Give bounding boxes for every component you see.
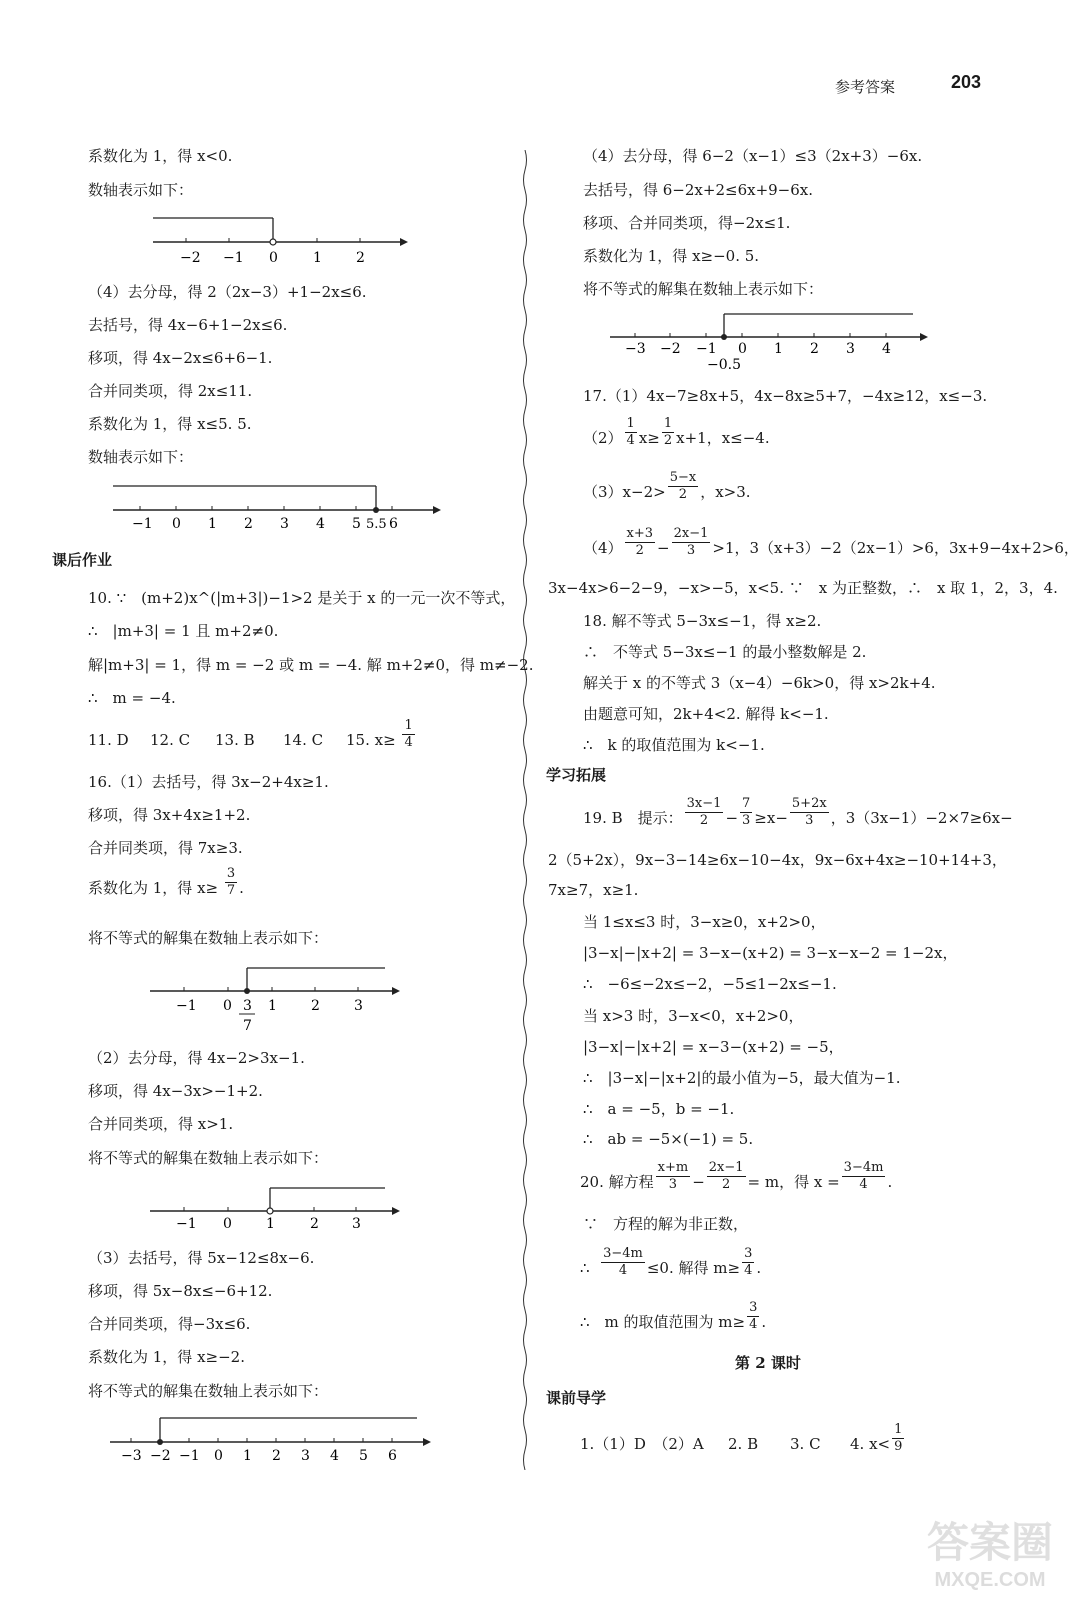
text-line: 系数化为 1，得 x≥−2. — [88, 1348, 245, 1366]
tick-label: 2 — [244, 516, 253, 532]
text-line: 去括号，得 4x−6+1−2x≤6. — [88, 316, 288, 334]
text-line: ∵ 方程的解为非正数， — [583, 1215, 749, 1233]
text-line: ∴ |m+3| = 1 且 m+2≠0. — [88, 622, 279, 640]
text-line: （3）x−2> $\frac{5-x}{2}$ ，x>3. — [583, 469, 751, 502]
text-line: ∴ $\frac{3-4m}{4}$ ≤0. 解得 m≥ $\frac{3}{4}$ . — [580, 1245, 762, 1278]
text-line: 解|m+3| = 1，得 m = −2 或 m = −4. 解 m+2≠0，得 m≠−2. — [88, 656, 534, 674]
answer-13: 13. B — [215, 731, 255, 749]
text-line: 移项、合并同类项，得−2x≤1. — [583, 214, 791, 232]
tick-label: −3 — [121, 1448, 142, 1464]
answer-12: 12. C — [150, 731, 191, 749]
text-line: 将不等式的解集在数轴上表示如下： — [88, 1149, 329, 1167]
text-line: 16.（1）去括号，得 3x−2+4x≥1. — [88, 773, 329, 791]
tick-label: −2 — [660, 341, 681, 357]
fraction: $\frac{1}{4}$ — [404, 717, 413, 750]
text-line: 将不等式的解集在数轴上表示如下： — [88, 1382, 329, 1400]
text-line: 合并同类项，得 x>1. — [88, 1115, 234, 1133]
text-line: 合并同类项，得 7x≥3. — [88, 839, 243, 857]
watermark-site: MXQE.COM — [934, 1569, 1046, 1591]
text-line: 合并同类项，得 2x≤11. — [88, 382, 253, 400]
text-line: 移项，得 4x−3x>−1+2. — [88, 1082, 263, 1100]
tick-label: 3 — [301, 1448, 310, 1464]
tick-label: −3 — [625, 341, 646, 357]
mark-label: −0.5 — [707, 357, 741, 373]
text-line: 由题意可知，2k+4<2. 解得 k<−1. — [583, 705, 829, 723]
text-line: 去括号，得 6−2x+2≤6x+9−6x. — [583, 181, 814, 199]
tick-label: 5 — [359, 1448, 368, 1464]
text-line: 系数化为 1，得 x≥−0. 5. — [583, 247, 760, 265]
number-line-1 — [145, 210, 410, 268]
tick-label: 3 — [280, 516, 289, 532]
text-line: ∴ m 的取值范围为 m≥ $\frac{3}{4}$ . — [580, 1299, 767, 1332]
text-line: 17.（1）4x−7≥8x+5，4x−8x≥5+7，−4x≥12，x≤−3. — [583, 387, 988, 405]
tick-label: −2 — [180, 250, 201, 266]
tick-label: −1 — [132, 516, 153, 532]
text-line: 当 x>3 时，3−x<0，x+2>0， — [583, 1007, 804, 1025]
text-line: 系数化为 1，得 x≤5. 5. — [88, 415, 252, 433]
tick-label: 1 — [774, 341, 783, 357]
tick-label: 0 — [172, 516, 181, 532]
answer-14: 14. C — [283, 731, 324, 749]
text-line: 移项，得 4x−2x≤6+6−1. — [88, 349, 273, 367]
page-number: 203 — [951, 72, 982, 92]
text-line: （3）去括号，得 5x−12≤8x−6. — [88, 1249, 315, 1267]
text-line: |3−x|−|x+2| = x−3−(x+2) = −5， — [583, 1038, 844, 1056]
text-line: 将不等式的解集在数轴上表示如下： — [583, 280, 824, 298]
text-line: 系数化为 1，得 x≥ $\frac{3}{7}$ . — [88, 865, 244, 898]
text-line: 系数化为 1，得 x<0. — [88, 147, 233, 165]
tick-label: −1 — [176, 1216, 197, 1232]
text-line: |3−x|−|x+2| = 3−x−(x+2) = 3−x−x−2 = 1−2x， — [583, 944, 958, 962]
text-line: ∴ k 的取值范围为 k<−1. — [583, 736, 765, 754]
number-line-2 — [108, 478, 448, 536]
text-line: 将不等式的解集在数轴上表示如下： — [88, 929, 329, 947]
tick-label: 3 — [354, 998, 363, 1014]
tick-label: −1 — [179, 1448, 200, 1464]
text-line: 18. 解不等式 5−3x≤−1，得 x≥2. — [583, 612, 822, 630]
section-heading: 学习拓展 — [546, 766, 607, 784]
tick-label: 1 — [268, 998, 277, 1014]
tick-label: 1 — [313, 250, 322, 266]
tick-label: 2 — [311, 998, 320, 1014]
text-line: （4）去分母，得 6−2（x−1）≤3（2x+3）−6x. — [583, 147, 923, 165]
tick-label: 0 — [738, 341, 747, 357]
text-line: 移项，得 5x−8x≤−6+12. — [88, 1282, 273, 1300]
text-line: ∴ 不等式 5−3x≤−1 的最小整数解是 2. — [583, 643, 867, 661]
text-line: ∴ −6≤−2x≤−2，−5≤1−2x≤−1. — [583, 975, 837, 993]
answer-1: 1.（1）D （2）A — [580, 1435, 704, 1453]
section-heading: 课前导学 — [546, 1389, 607, 1407]
text-line: ∴ ab = −5×(−1) = 5. — [583, 1130, 754, 1148]
section-heading: 课后作业 — [52, 551, 113, 569]
answer-2: 2. B — [728, 1435, 759, 1453]
tick-label: 4 — [882, 341, 891, 357]
fraction: $\frac{3}{7}$ — [226, 865, 236, 898]
tick-label: 6 — [388, 1448, 397, 1464]
text-line: 20. 解方程 $\frac{x+m}{3}$ − $\frac{2x-1}{2}$ = m，得 x = $\frac{3-4m}{4}$ . — [580, 1159, 893, 1192]
tick-label: 0 — [214, 1448, 223, 1464]
fraction-denominator: 7 — [243, 1018, 252, 1034]
text-line: 合并同类项，得−3x≤6. — [88, 1315, 251, 1333]
number-line-3 — [140, 958, 410, 1038]
text-line: （2）去分母，得 4x−2>3x−1. — [88, 1049, 305, 1067]
tick-label: 4 — [330, 1448, 339, 1464]
tick-label: −1 — [176, 998, 197, 1014]
tick-label: 4 — [316, 516, 325, 532]
tick-label: 3 — [846, 341, 855, 357]
text-line: （4）去分母，得 2（2x−3）+1−2x≤6. — [88, 283, 367, 301]
tick-label: 6 — [389, 516, 398, 532]
text-line: 7x≥7，x≥1. — [548, 881, 639, 899]
watermark-logo — [915, 1510, 1065, 1594]
answer-11: 11. D — [88, 731, 129, 749]
tick-label: 0 — [223, 1216, 232, 1232]
tick-label: 3 — [352, 1216, 361, 1232]
text-line: （4） $\frac{x+3}{2}$ − $\frac{2x-1}{3}$ >1，3（x+3）−2（2x−1）>6，3x+9−4x+2>6， — [583, 525, 1079, 558]
tick-label: 2 — [310, 1216, 319, 1232]
tick-label: 0 — [269, 250, 278, 266]
tick-label: 1 — [266, 1216, 275, 1232]
tick-label: −2 — [150, 1448, 171, 1464]
tick-label: 2 — [272, 1448, 281, 1464]
answer-4: 4. x< $\frac{1}{9}$ — [850, 1421, 903, 1454]
answer-15 — [346, 717, 417, 751]
text-line: （2） $\frac{1}{4}$ x≥ $\frac{1}{2}$ x+1，x≤−4. — [583, 415, 770, 448]
tick-label: 1 — [243, 1448, 252, 1464]
tick-label: −1 — [696, 341, 717, 357]
watermark-logo-text: 答案圈 — [926, 1518, 1053, 1567]
column-divider — [521, 150, 529, 1470]
answer-15-text: 15. x≥ — [346, 731, 396, 749]
text-line: ∴ m = −4. — [88, 689, 176, 707]
tick-label: 0 — [223, 998, 232, 1014]
lesson-heading: 第 2 课时 — [735, 1354, 801, 1372]
text-line: ∴ a = −5，b = −1. — [583, 1100, 735, 1118]
tick-label: −1 — [223, 250, 244, 266]
fraction-numerator: 3 — [243, 998, 252, 1014]
text-line: 解关于 x 的不等式 3（x−4）−6k>0，得 x>2k+4. — [583, 674, 936, 692]
text-line: 数轴表示如下： — [88, 448, 194, 466]
text-line: 当 1≤x≤3 时，3−x≥0，x+2>0， — [583, 913, 826, 931]
tick-label: 2 — [356, 250, 365, 266]
tick-label: 1 — [208, 516, 217, 532]
text-span: 系数化为 1，得 x≥ — [88, 879, 219, 897]
tick-label: 2 — [810, 341, 819, 357]
number-line-6 — [605, 305, 935, 375]
text-line: 2（5+2x），9x−3−14≥6x−10−4x，9x−6x+4x≥−10+14+3， — [548, 851, 1007, 869]
text-line: 10. ∵ (m+2)x^(|m+3|)−1>2 是关于 x 的一元一次不等式， — [88, 589, 516, 607]
tick-label: 5 — [352, 516, 361, 532]
number-line-5 — [105, 1410, 440, 1466]
text-line: 19. B 提示： $\frac{3x-1}{2}$ − $\frac{7}{3}$ ≥x− $\frac{5+2x}{3}$ ，3（3x−1）−2×7≥6x− — [583, 795, 1013, 828]
tick-label: 5.5 — [366, 517, 387, 532]
text-line: 移项，得 3x+4x≥1+2. — [88, 806, 251, 824]
number-line-4 — [140, 1178, 410, 1234]
text-line: 数轴表示如下： — [88, 181, 194, 199]
header-title: 参考答案 — [835, 78, 896, 96]
text-line: ∴ |3−x|−|x+2|的最小值为−5，最大值为−1. — [583, 1069, 901, 1087]
answer-3: 3. C — [790, 1435, 821, 1453]
text-line: 3x−4x>6−2−9，−x>−5，x<5. ∵ x 为正整数，∴ x 取 1，2，3，4. — [548, 579, 1058, 597]
